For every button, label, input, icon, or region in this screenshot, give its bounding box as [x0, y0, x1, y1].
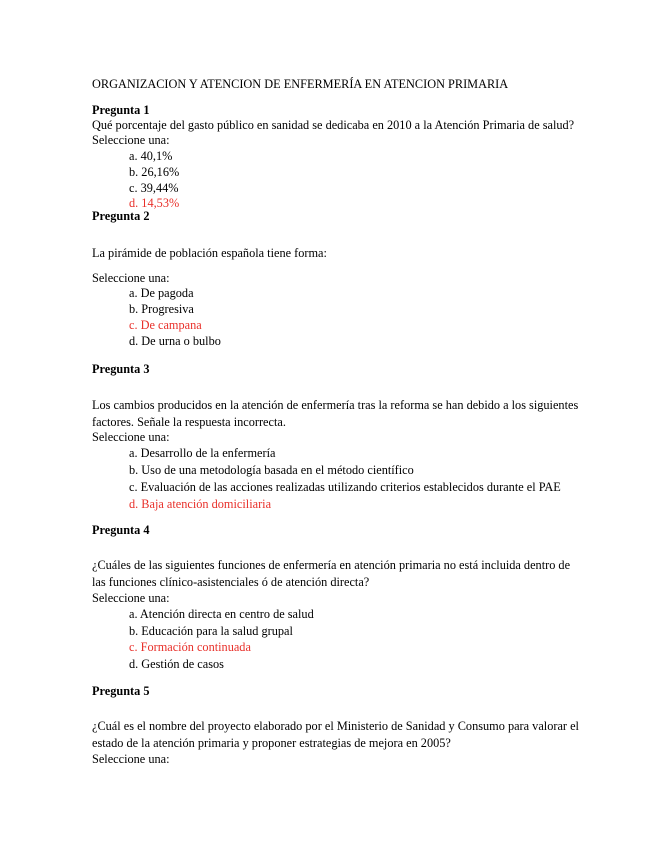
question-4-text-line-1: ¿Cuáles de las siguientes funciones de enfermería en atención primaria no está incluida dentro de [92, 558, 571, 572]
question-3-prompt: Seleccione una: [92, 430, 170, 444]
question-3-text-line-1: Los cambios producidos en la atención de enfermería tras la reforma se han debido a los siguientes [92, 398, 579, 412]
question-5-text-line-2: estado de la atención primaria y proponer estrategias de mejora en 2005? [92, 736, 451, 750]
question-2-option-d[interactable]: d. De urna o bulbo [129, 334, 221, 348]
question-4-option-d[interactable]: d. Gestión de casos [129, 657, 224, 671]
question-2-text: La pirámide de población española tiene forma: [92, 246, 327, 260]
question-2-option-a[interactable]: a. De pagoda [129, 286, 194, 300]
question-5-text-line-1: ¿Cuál es el nombre del proyecto elaborado por el Ministerio de Sanidad y Consumo para valorar el [92, 719, 579, 733]
question-4-text-line-2: las funciones clínico-asistenciales ó de atención directa? [92, 575, 370, 589]
question-4-heading: Pregunta 4 [92, 523, 150, 537]
question-2-option-b[interactable]: b. Progresiva [129, 302, 194, 316]
question-5-prompt: Seleccione una: [92, 752, 170, 766]
question-4-prompt: Seleccione una: [92, 591, 170, 605]
question-1-option-a[interactable]: a. 40,1% [129, 149, 173, 163]
document-title: ORGANIZACION Y ATENCION DE ENFERMERÍA EN ATENCION PRIMARIA [92, 77, 509, 91]
question-1-option-b[interactable]: b. 26,16% [129, 165, 180, 179]
question-1-option-d[interactable]: d. 14,53% [129, 196, 180, 210]
question-1-heading: Pregunta 1 [92, 103, 150, 117]
question-4-option-c[interactable]: c. Formación continuada [129, 640, 251, 654]
question-3-text-line-2: factores. Señale la respuesta incorrecta. [92, 415, 286, 429]
question-3-option-d[interactable]: d. Baja atención domiciliaria [129, 497, 272, 511]
question-4-option-a[interactable]: a. Atención directa en centro de salud [129, 607, 314, 621]
question-3-option-c[interactable]: c. Evaluación de las acciones realizadas utilizando criterios establecidos durante el PAE [129, 480, 561, 494]
question-4-option-b[interactable]: b. Educación para la salud grupal [129, 624, 293, 638]
question-1-text: Qué porcentaje del gasto público en sanidad se dedicaba en 2010 a la Atención Primaria de salud? [92, 118, 575, 132]
question-1-prompt: Seleccione una: [92, 133, 170, 147]
question-5-heading: Pregunta 5 [92, 684, 150, 698]
question-3-option-a[interactable]: a. Desarrollo de la enfermería [129, 446, 276, 460]
question-3-option-b[interactable]: b. Uso de una metodología basada en el método científico [129, 463, 414, 477]
question-2-heading: Pregunta 2 [92, 209, 150, 223]
question-3-heading: Pregunta 3 [92, 362, 150, 376]
question-2-prompt: Seleccione una: [92, 271, 170, 285]
question-1-option-c[interactable]: c. 39,44% [129, 181, 179, 195]
question-2-option-c[interactable]: c. De campana [129, 318, 202, 332]
